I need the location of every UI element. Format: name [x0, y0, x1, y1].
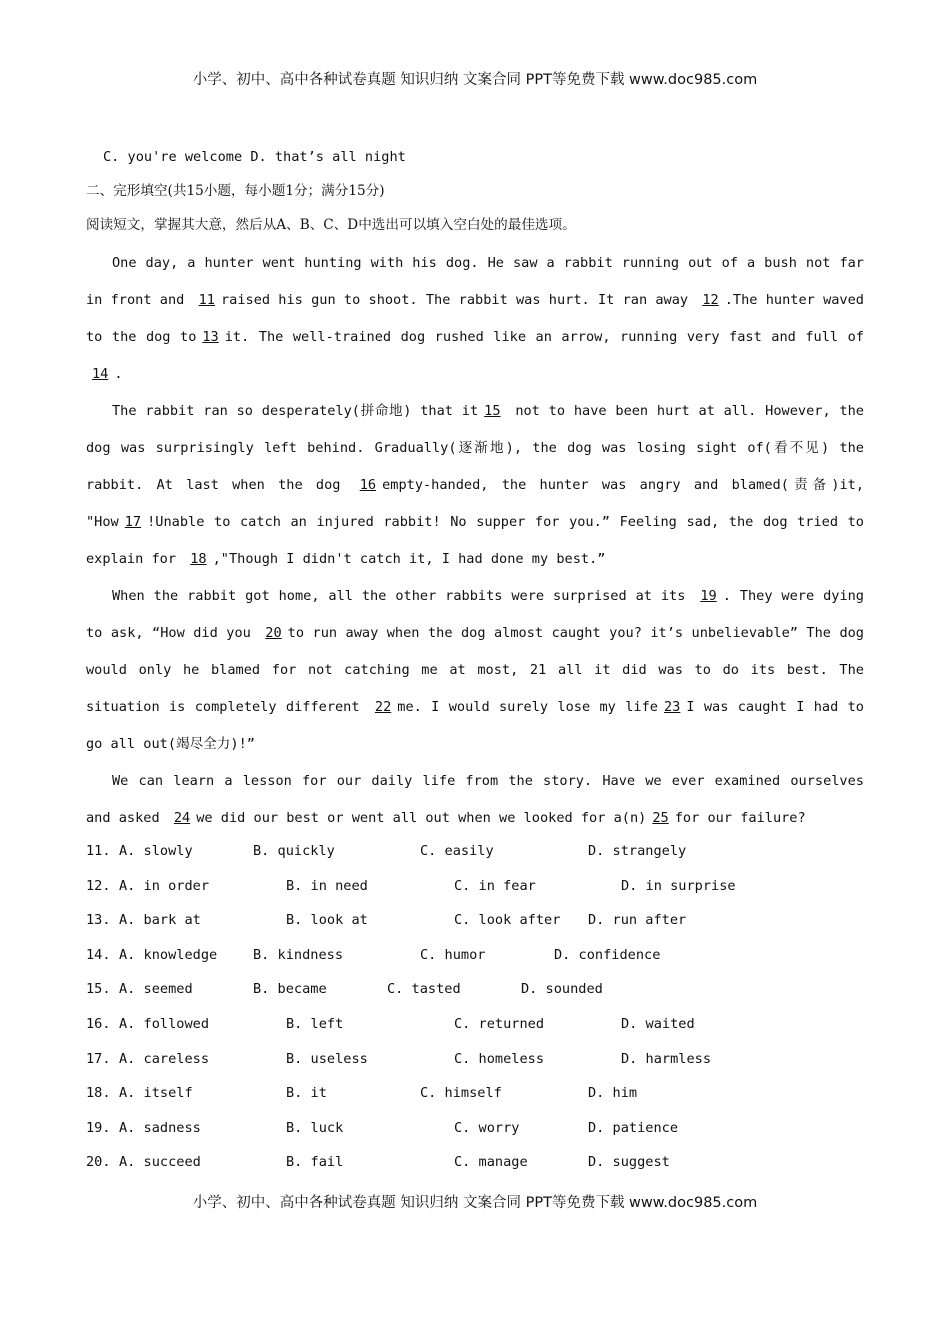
passage-paragraph-1: One day, a hunter went hunting with his dog. He saw a rabbit running out of a bush not far in front and 11 raised his gun to shoot. The rabbit was hurt. It ran away 12 .The hunter waved to the dog to 13 it. The well-trained dog rushed like an arrow, running very fast and full of 14 . [86, 255, 864, 382]
blank-20: 20 [265, 625, 282, 641]
question-20: 20. A. succeed B. fail C. manage D. suggest [86, 1154, 670, 1171]
blank-17: 17 [124, 514, 142, 530]
previous-options: C. you're welcome D. that’s all night [103, 149, 406, 165]
passage-paragraph-4: We can learn a lesson for our daily life from the story. Have we ever examined ourselves and asked 24 we did our best or went all out when we looked for a(n) 25 for our failure? [86, 773, 864, 826]
passage-paragraph-3: When the rabbit got home, all the other rabbits were surprised at its 19 . They were dying to ask, “How did you 20 to run away when the dog almost caught you? it’s unbelievable” The dog would only he blamed for not catching me at most, 21 all it did was to do its best. The situation is completely different 22 me. I would surely lose my life 23 I was caught I had to go all out(竭尽全力)!” [86, 588, 864, 752]
question-12: 12. A. in order B. in need C. in fear D. in surprise [86, 877, 736, 894]
question-16: 16. A. followed B. left C. returned D. waited [86, 1015, 695, 1032]
question-list [86, 837, 864, 1183]
blank-18: 18 [190, 551, 207, 567]
blank-11: 11 [198, 292, 215, 308]
blank-12: 12 [702, 292, 719, 308]
blank-22: 22 [374, 699, 392, 715]
blank-19: 19 [700, 588, 717, 604]
section-instruction: 阅读短文，掌握其大意，然后从A、B、C、D中选出可以填入空白处的最佳选项。 [86, 217, 576, 233]
question-11: 11. A. slowly B. quickly C. easily D. strangely [86, 843, 687, 859]
section-title: 二、完形填空(共15小题，每小题1分；满分15分) [86, 183, 385, 199]
passage [86, 245, 864, 837]
blank-24: 24 [173, 810, 191, 826]
blank-16: 16 [359, 477, 377, 493]
document-body [86, 143, 864, 1183]
blank-25: 25 [652, 810, 669, 826]
question-18: 18. A. itself B. it C. himself D. him [86, 1085, 638, 1102]
question-15: 15. A. seemed B. became C. tasted D. sounded [86, 981, 603, 998]
page-footer: 小学、初中、高中各种试卷真题 知识归纳 文案合同 PPT等免费下载 www.doc985.com [192, 1195, 758, 1211]
blank-14: 14 [92, 366, 109, 382]
blank-13: 13 [202, 329, 219, 345]
question-19: 19. A. sadness B. luck C. worry D. patience [86, 1119, 679, 1136]
blank-23: 23 [663, 699, 681, 715]
question-17: 17. A. careless B. useless C. homeless D. harmless [86, 1050, 712, 1067]
blank-15: 15 [484, 403, 501, 419]
page-header: 小学、初中、高中各种试卷真题 知识归纳 文案合同 PPT等免费下载 www.doc985.com [192, 72, 758, 88]
question-14: 14. A. knowledge B. kindness C. humor D. confidence [86, 946, 661, 963]
question-13: 13. A. bark at B. look at C. look after D. run after [86, 912, 687, 929]
passage-paragraph-2: The rabbit ran so desperately(拼命地) that it 15 not to have been hurt at all. However, the dog was surprisingly left behind. Gradually(逐渐地), the dog was losing sight of(看不见) the rabbit. At last when the dog 16 empty-handed, the hunter was angry and blamed(责备)it, "How 17 !Unable to catch an injured rabbit! No supper for you.” Feeling sad, the dog tried to explain for 18 ,"Though I didn't catch it, I had done my best.” [86, 403, 864, 567]
